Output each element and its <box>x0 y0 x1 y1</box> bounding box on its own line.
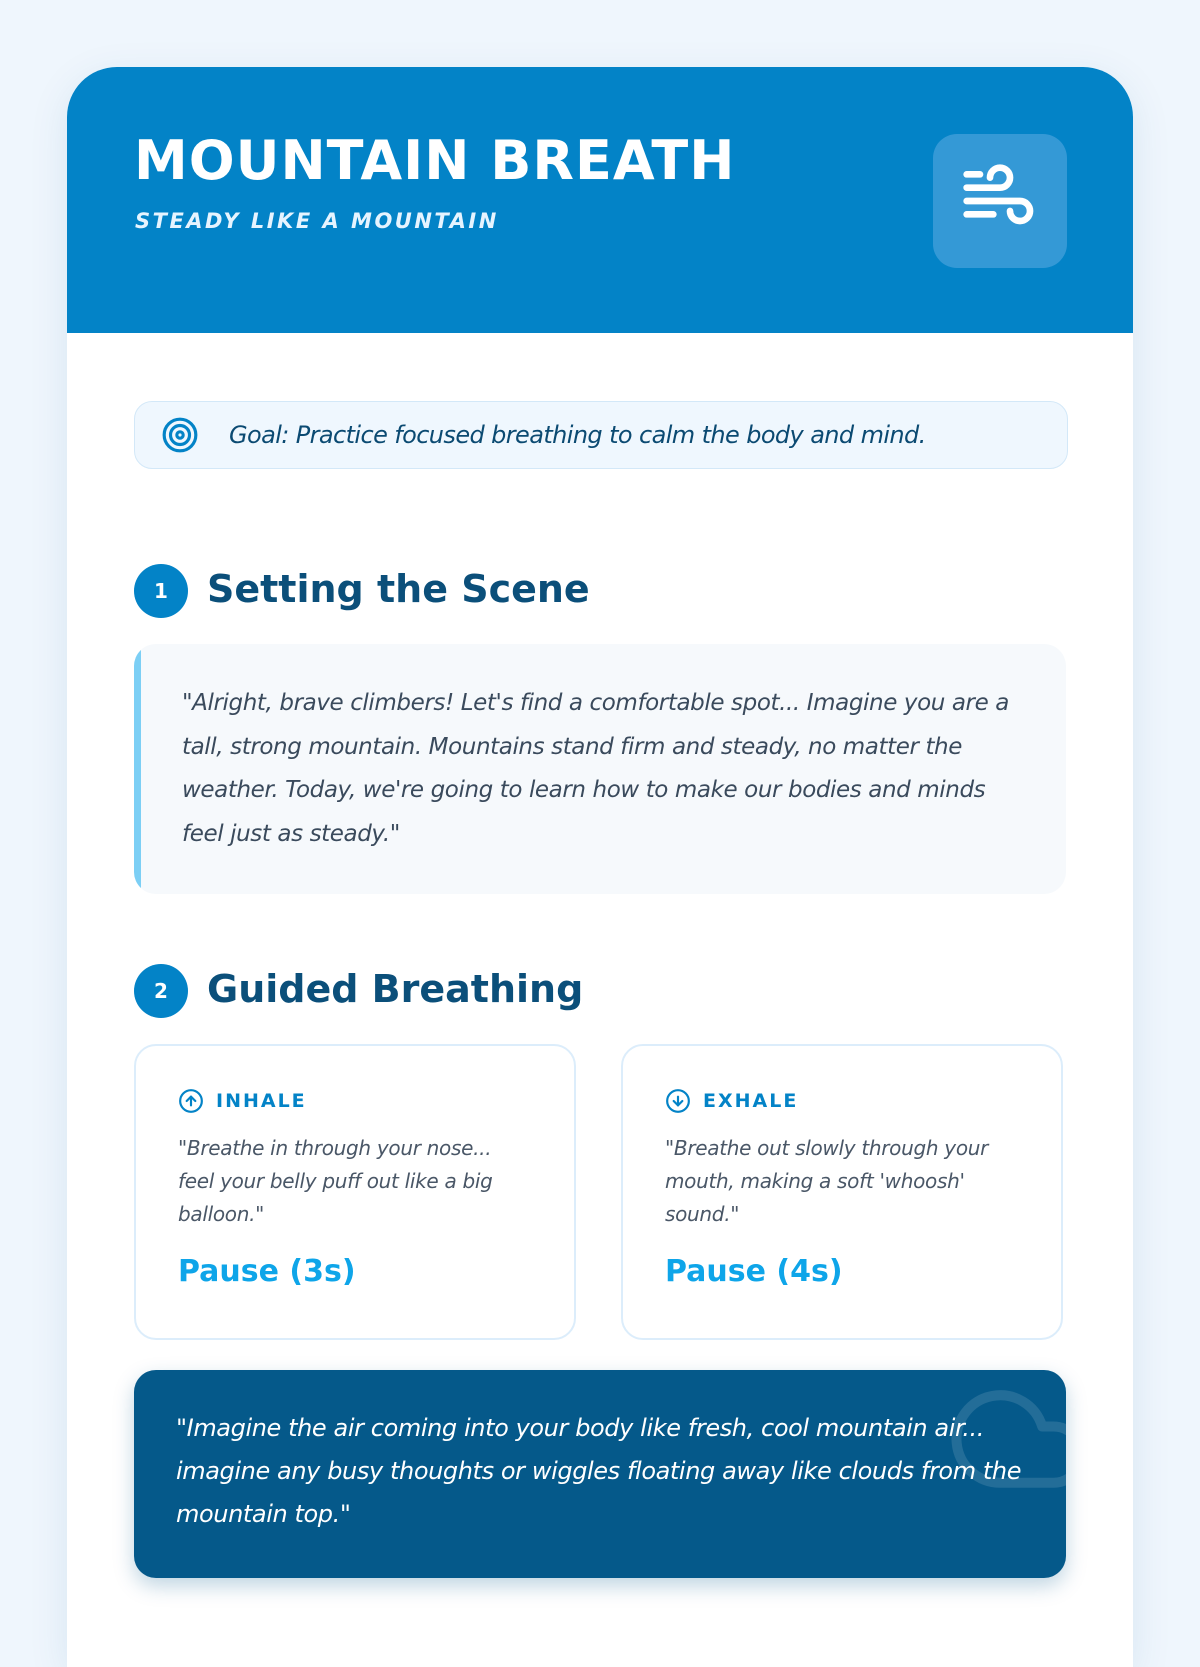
wind-icon <box>960 161 1040 241</box>
goal-banner <box>134 401 1068 469</box>
page-title: MOUNTAIN BREATH <box>134 129 736 192</box>
scene-quote-text: "Alright, brave climbers! Let's find a comfortable spot... Imagine you are a tall, strong mountain. Mountains stand firm and steady, no matter the weather. Today, we're going to learn how to make our bodies and minds feel just as steady." <box>182 690 1009 847</box>
exhale-text: "Breathe out slowly through your mouth, making a soft 'whoosh' sound." <box>665 1136 989 1226</box>
imagine-box <box>134 1370 1066 1578</box>
inhale-text: "Breathe in through your nose... feel your belly puff out like a big balloon." <box>178 1136 493 1226</box>
goal-text: Goal: Practice focused breathing to calm the body and mind. <box>229 421 926 449</box>
page-subtitle: STEADY LIKE A MOUNTAIN <box>135 209 499 233</box>
imagine-text: "Imagine the air coming into your body like fresh, cool mountain air... imagine any busy thoughts or wiggles floating away like clouds from the mountain top." <box>176 1414 1022 1528</box>
scene-quote <box>134 644 1066 894</box>
exhale-pause: Pause (4s) <box>665 1254 843 1289</box>
arrow-up-circle-icon <box>178 1088 204 1114</box>
arrow-down-circle-icon <box>665 1088 691 1114</box>
wind-icon-box <box>933 134 1067 268</box>
exhale-card <box>621 1044 1063 1340</box>
section-number-1: 1 <box>134 564 188 618</box>
inhale-card <box>134 1044 576 1340</box>
lesson-card <box>67 67 1133 1667</box>
quote-accent-bar <box>134 644 141 894</box>
target-icon <box>161 416 199 454</box>
header <box>67 67 1133 333</box>
section-number-2: 2 <box>134 964 188 1018</box>
section-title-guided-breathing: Guided Breathing <box>207 967 584 1011</box>
inhale-label: INHALE <box>216 1090 307 1112</box>
section-title-setting-the-scene: Setting the Scene <box>207 567 590 611</box>
exhale-label: EXHALE <box>703 1090 799 1112</box>
inhale-pause: Pause (3s) <box>178 1254 356 1289</box>
